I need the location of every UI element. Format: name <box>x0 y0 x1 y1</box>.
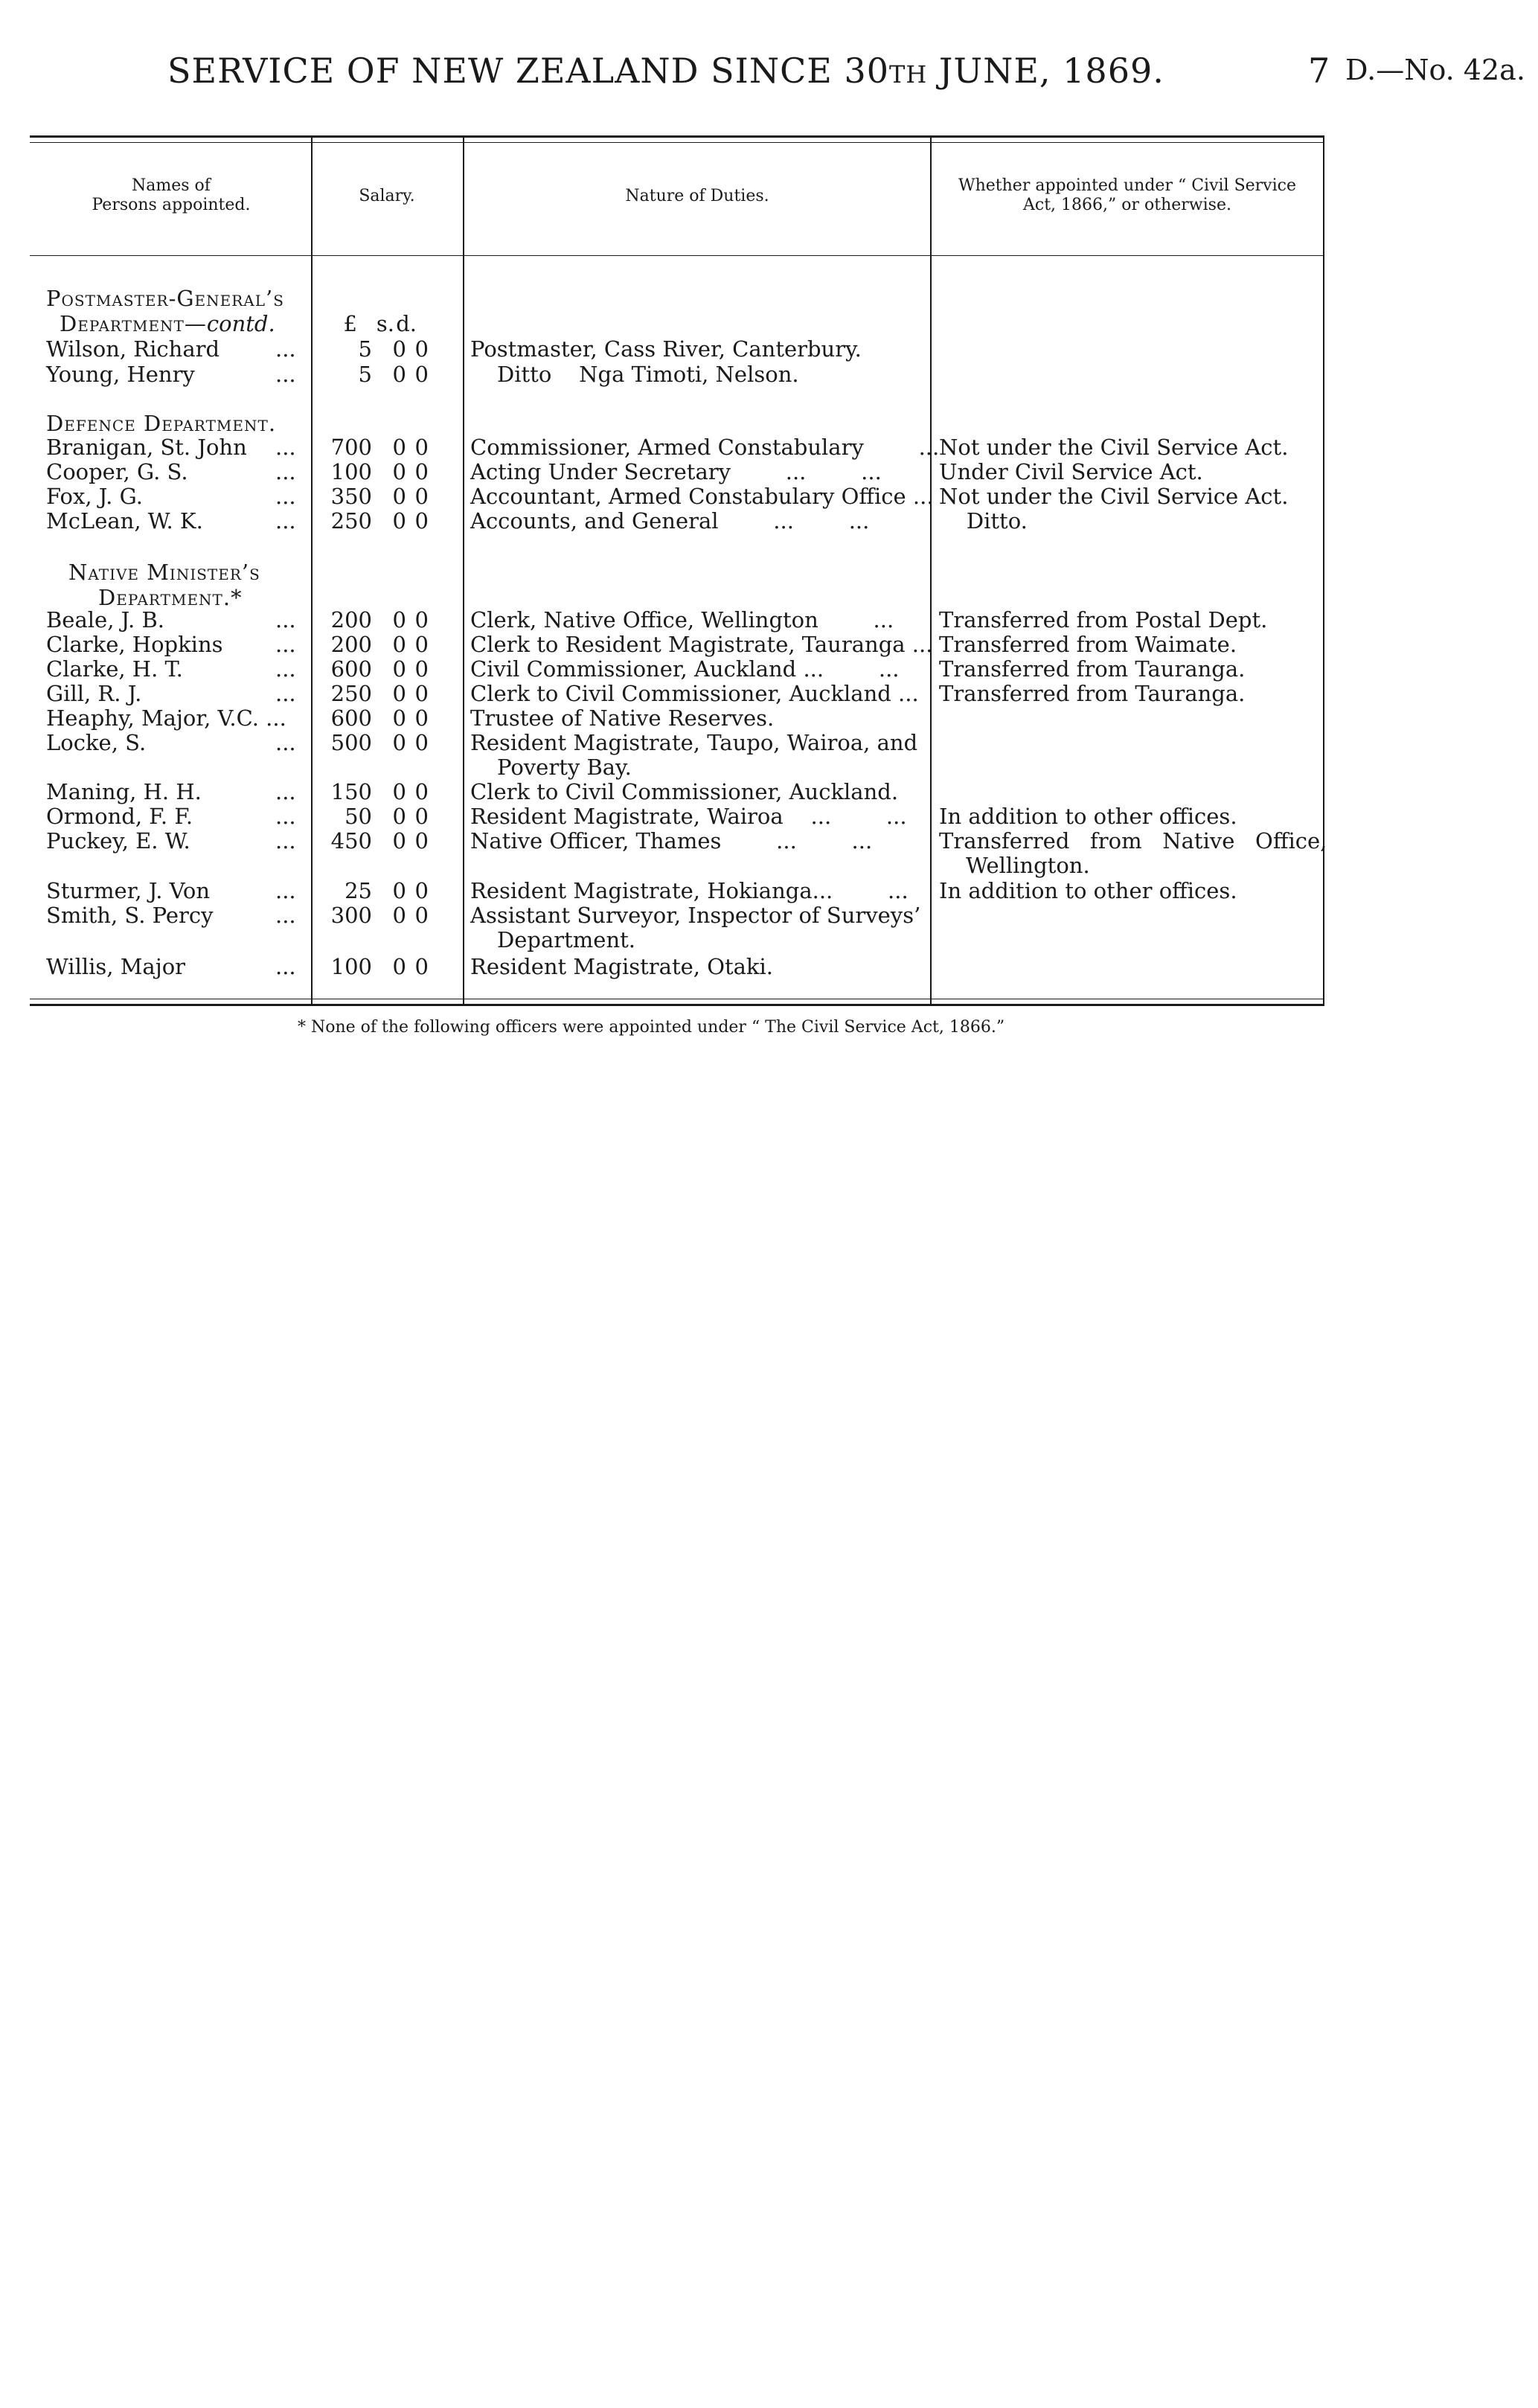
leader-dots: ... <box>275 362 296 387</box>
leader-dots: ... <box>275 656 296 682</box>
table-row <box>0 681 1538 706</box>
section-title-line2: Department.* <box>98 585 243 610</box>
leader-dots: ... <box>275 878 296 903</box>
duty-text: Civil Commissioner, Auckland ... ... <box>470 656 900 682</box>
leader-dots: ... <box>275 681 296 706</box>
duty-text: Acting Under Secretary ... ... <box>470 459 882 484</box>
table-row <box>0 508 1538 534</box>
salary-pence: 0 <box>414 336 429 362</box>
section-title-line1: Native Minister’s <box>68 560 260 585</box>
person-name: Wilson, Richard <box>46 336 220 362</box>
leader-dots: ... <box>275 632 296 657</box>
salary-pence: 0 <box>414 779 429 804</box>
leader-dots: ... <box>275 508 296 534</box>
salary-pence: 0 <box>414 804 429 829</box>
person-name: Maning, H. H. <box>46 779 202 804</box>
section-title-line1: Defence Department. <box>46 411 277 436</box>
salary-shillings: 0 <box>392 435 406 460</box>
salary-pence: 0 <box>414 878 429 903</box>
salary-pounds: 250 <box>330 681 372 706</box>
duty-text: Resident Magistrate, Wairoa ... ... <box>470 804 907 829</box>
appointment-note: Under Civil Service Act. <box>939 459 1203 484</box>
duty-text: Clerk, Native Office, Wellington ... <box>470 607 894 633</box>
salary-pounds: 150 <box>330 779 372 804</box>
table-row <box>0 435 1538 460</box>
duty-text-continued: Department. <box>497 927 635 952</box>
salary-pounds: 100 <box>330 459 372 484</box>
section-title <box>46 411 276 436</box>
section-subtitle <box>98 585 243 610</box>
person-name: Beale, J. B. <box>46 607 164 633</box>
table-row <box>0 656 1538 682</box>
salary-shillings: 0 <box>392 484 406 509</box>
leader-dots: ... <box>275 459 296 484</box>
person-name: Sturmer, J. Von <box>46 878 211 903</box>
appointment-note-continued: Wellington. <box>966 853 1090 878</box>
salary-shillings: 0 <box>392 705 406 731</box>
duty-text: Clerk to Resident Magistrate, Tauranga ... <box>470 632 933 657</box>
table-row <box>0 804 1538 829</box>
table-row-continuation <box>0 927 1538 952</box>
person-name: Young, Henry <box>46 362 195 387</box>
table-row <box>0 705 1538 731</box>
salary-pence: 0 <box>414 656 429 682</box>
person-name: Heaphy, Major, V.C. ... <box>46 705 286 731</box>
salary-shillings: 0 <box>392 878 406 903</box>
shillings-label: s. <box>376 311 394 336</box>
salary-pounds: 200 <box>330 632 372 657</box>
leader-dots: ... <box>275 730 296 755</box>
table-row <box>0 632 1538 657</box>
salary-shillings: 0 <box>392 508 406 534</box>
salary-pounds: 600 <box>330 656 372 682</box>
duty-text: Resident Magistrate, Otaki. <box>470 954 773 979</box>
salary-pence: 0 <box>414 607 429 633</box>
table-row <box>0 484 1538 509</box>
table-row <box>0 336 1538 362</box>
duty-text: Trustee of Native Reserves. <box>470 705 775 731</box>
salary-pounds: 5 <box>358 336 372 362</box>
pence-label: d. <box>396 311 417 336</box>
duty-text-continued: Poverty Bay. <box>497 755 632 780</box>
salary-pounds: 350 <box>330 484 372 509</box>
salary-pence: 0 <box>414 484 429 509</box>
duty-text: Clerk to Civil Commissioner, Auckland. <box>470 779 899 804</box>
leader-dots: ... <box>275 435 296 460</box>
duty-text: Accountant, Armed Constabulary Office ... <box>470 484 934 509</box>
table-row <box>0 362 1538 387</box>
section-title-suffix: contd. <box>206 311 275 336</box>
salary-pence: 0 <box>414 730 429 755</box>
salary-shillings: 0 <box>392 681 406 706</box>
person-name: Willis, Major <box>46 954 186 979</box>
column-header-names-line2: Persons appointed. <box>92 196 251 214</box>
salary-shillings: 0 <box>392 730 406 755</box>
salary-shillings: 0 <box>392 459 406 484</box>
salary-shillings: 0 <box>392 903 406 928</box>
salary-pounds: 700 <box>330 435 372 460</box>
duty-text: Postmaster, Cass River, Canterbury. <box>470 336 862 362</box>
document-reference: D.—No. 42a. <box>1345 54 1525 86</box>
duty-text: Accounts, and General ... ... <box>470 508 870 534</box>
person-name: Fox, J. G. <box>46 484 143 509</box>
section-title <box>68 560 260 585</box>
salary-pounds: 300 <box>330 903 372 928</box>
person-name: McLean, W. K. <box>46 508 203 534</box>
salary-pounds: 500 <box>330 730 372 755</box>
duty-text: Native Officer, Thames ... ... <box>470 828 873 854</box>
salary-pounds: 600 <box>330 705 372 731</box>
table-header-rule <box>30 255 1324 256</box>
salary-pounds: 50 <box>345 804 372 829</box>
column-header-names <box>45 176 298 215</box>
person-name: Ormond, F. F. <box>46 804 193 829</box>
column-header-appointed-line2: Act, 1866,” or otherwise. <box>1023 196 1231 214</box>
table-row <box>0 607 1538 633</box>
pounds-label: £ <box>343 311 357 336</box>
salary-shillings: 0 <box>392 828 406 854</box>
table-row <box>0 459 1538 484</box>
duty-text: Resident Magistrate, Taupo, Wairoa, and <box>470 730 918 755</box>
table-row <box>0 828 1538 854</box>
leader-dots: ... <box>275 607 296 633</box>
title-main: SERVICE OF NEW ZEALAND SINCE 30 <box>167 51 890 91</box>
salary-pence: 0 <box>414 705 429 731</box>
salary-pence: 0 <box>414 903 429 928</box>
title-superscript: TH <box>889 60 928 89</box>
appointment-note: Transferred from Tauranga. <box>939 656 1246 682</box>
section-title-line1: Postmaster-General’s <box>46 286 284 311</box>
page-title <box>167 51 1164 91</box>
appointment-note: Ditto. <box>939 508 1028 534</box>
salary-pounds: 5 <box>358 362 372 387</box>
person-name: Branigan, St. John <box>46 435 247 460</box>
table-row-continuation <box>0 853 1538 878</box>
salary-pounds: 250 <box>330 508 372 534</box>
salary-pence: 0 <box>414 681 429 706</box>
person-name: Locke, S. <box>46 730 147 755</box>
leader-dots: ... <box>275 903 296 928</box>
duty-text: Assistant Surveyor, Inspector of Surveys’ <box>470 903 921 928</box>
person-name: Smith, S. Percy <box>46 903 214 928</box>
salary-pounds: 25 <box>345 878 372 903</box>
salary-shillings: 0 <box>392 607 406 633</box>
duty-text: Resident Magistrate, Hokianga... ... <box>470 878 909 903</box>
leader-dots: ... <box>275 804 296 829</box>
duty-text: Commissioner, Armed Constabulary ... <box>470 435 940 460</box>
salary-pence: 0 <box>414 435 429 460</box>
footnote: * None of the following officers were appointed under “ The Civil Service Act, 1866.” <box>298 1018 1005 1037</box>
leader-dots: ... <box>275 336 296 362</box>
table-row <box>0 954 1538 979</box>
appointment-note: Transferred from Native Office, <box>939 828 1327 854</box>
table-row <box>0 730 1538 755</box>
page-number: 7 <box>1308 51 1330 91</box>
column-header-duties: Nature of Duties. <box>625 187 769 205</box>
salary-shillings: 0 <box>392 779 406 804</box>
leader-dots: ... <box>275 779 296 804</box>
salary-shillings: 0 <box>392 804 406 829</box>
column-header-salary: Salary. <box>359 187 415 205</box>
salary-pence: 0 <box>414 632 429 657</box>
salary-shillings: 0 <box>392 632 406 657</box>
leader-dots: ... <box>275 484 296 509</box>
appointment-note: Transferred from Waimate. <box>939 632 1237 657</box>
column-header-appointed <box>932 176 1323 215</box>
salary-pence: 0 <box>414 459 429 484</box>
salary-pence: 0 <box>414 954 429 979</box>
person-name: Clarke, Hopkins <box>46 632 223 657</box>
table-row <box>0 779 1538 804</box>
appointment-note: Transferred from Postal Dept. <box>939 607 1268 633</box>
duty-text: Clerk to Civil Commissioner, Auckland ... <box>470 681 919 706</box>
salary-pence: 0 <box>414 362 429 387</box>
table-top-rule <box>30 142 1324 143</box>
salary-shillings: 0 <box>392 362 406 387</box>
leader-dots: ... <box>275 954 296 979</box>
table-row <box>0 878 1538 903</box>
person-name: Clarke, H. T. <box>46 656 183 682</box>
salary-pounds: 100 <box>330 954 372 979</box>
salary-shillings: 0 <box>392 656 406 682</box>
duty-text: Ditto Nga Timoti, Nelson. <box>497 362 799 387</box>
salary-shillings: 0 <box>392 336 406 362</box>
salary-pence: 0 <box>414 508 429 534</box>
person-name: Gill, R. J. <box>46 681 142 706</box>
salary-pounds: 200 <box>330 607 372 633</box>
currency-header <box>0 311 1538 336</box>
appointment-note: Not under the Civil Service Act. <box>939 435 1289 460</box>
salary-shillings: 0 <box>392 954 406 979</box>
section-title-line2: Department— <box>60 311 207 336</box>
table-row <box>0 903 1538 928</box>
appointment-note: Not under the Civil Service Act. <box>939 484 1289 509</box>
person-name: Cooper, G. S. <box>46 459 188 484</box>
title-end: JUNE, 1869. <box>927 51 1164 91</box>
salary-pence: 0 <box>414 828 429 854</box>
person-name: Puckey, E. W. <box>46 828 190 854</box>
column-header-appointed-line1: Whether appointed under “ Civil Service <box>958 176 1296 195</box>
appointment-note: In addition to other offices. <box>939 878 1237 903</box>
appointment-note: In addition to other offices. <box>939 804 1237 829</box>
table-row-continuation <box>0 755 1538 780</box>
salary-pounds: 450 <box>330 828 372 854</box>
appointment-note: Transferred from Tauranga. <box>939 681 1246 706</box>
leader-dots: ... <box>275 828 296 854</box>
section-title <box>46 286 284 311</box>
column-header-names-line1: Names of <box>132 176 211 195</box>
